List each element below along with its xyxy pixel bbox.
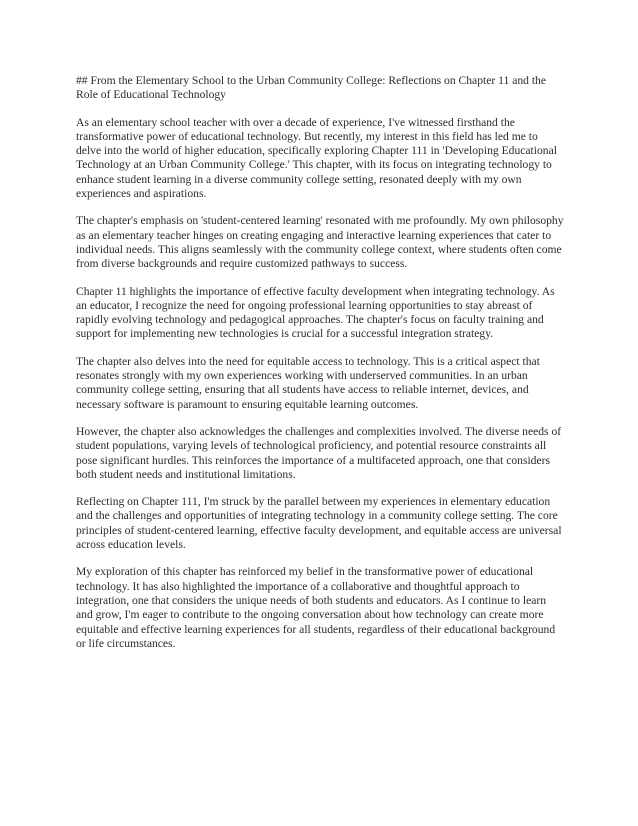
paragraph-5: However, the chapter also acknowledges the challenges and complexities involved. The diverse needs of student populations, varying levels of technological proficiency, and potential resource constraints all pose significant hurdles. This reinforces the importance of a multifaceted approach, one that considers both student needs and institutional limitations. <box>76 424 562 481</box>
paragraph-2: The chapter's emphasis on 'student-centered learning' resonated with me profoundly. My own philosophy as an elementary teacher hinges on creating engaging and interactive learning experiences that cater to individual needs. This aligns seamlessly with the community college context, where students often come from diverse backgrounds and require customized pathways to success. <box>76 214 564 271</box>
paragraph-6: Reflecting on Chapter 111, I'm struck by the parallel between my experiences in elementary education and the challenges and opportunities of integrating technology in a community college setting. The core principles of student-centered learning, effective faculty development, and equitable access are universal across education levels. <box>76 495 562 552</box>
paragraph-1: As an elementary school teacher with over a decade of experience, I've witnessed firsthand the transformative power of educational technology. But recently, my interest in this field has led me to delve into the world of higher education, specifically exploring Chapter 111 in 'Developing Educational Technology at an Urban Community College.' This chapter, with its focus on integrating technology to enhance student learning in a diverse community college setting, resonated deeply with my own experiences and aspirations. <box>76 115 557 201</box>
paragraph-7: My exploration of this chapter has reinforced my belief in the transformative power of educational technology. It has also highlighted the importance of a collaborative and thoughtful approach to integration, one that considers the unique needs of both students and educators. As I continue to learn and grow, I'm eager to contribute to the ongoing conversation about how technology can create more equitable and effective learning experiences for all students, regardless of their educational background or life circumstances. <box>76 565 556 650</box>
paragraph-4: The chapter also delves into the need for equitable access to technology. This is a critical aspect that resonates strongly with my own experiences working with underserved communities. In an urban community college setting, ensuring that all students have access to reliable internet, devices, and necessary software is paramount to ensuring equitable learning outcomes. <box>76 354 540 411</box>
document-title: ## From the Elementary School to the Urban Community College: Reflections on Chapter 11 and the Role of Educational Technology <box>76 74 546 102</box>
paragraph-3: Chapter 11 highlights the importance of effective faculty development when integrating technology. As an educator, I recognize the need for ongoing professional learning opportunities to stay abreast of rapidly evolving technology and pedagogical approaches. The chapter's focus on faculty training and support for implementing new technologies is crucial for a successful integration strategy. <box>76 284 555 341</box>
document-body <box>76 74 564 664</box>
